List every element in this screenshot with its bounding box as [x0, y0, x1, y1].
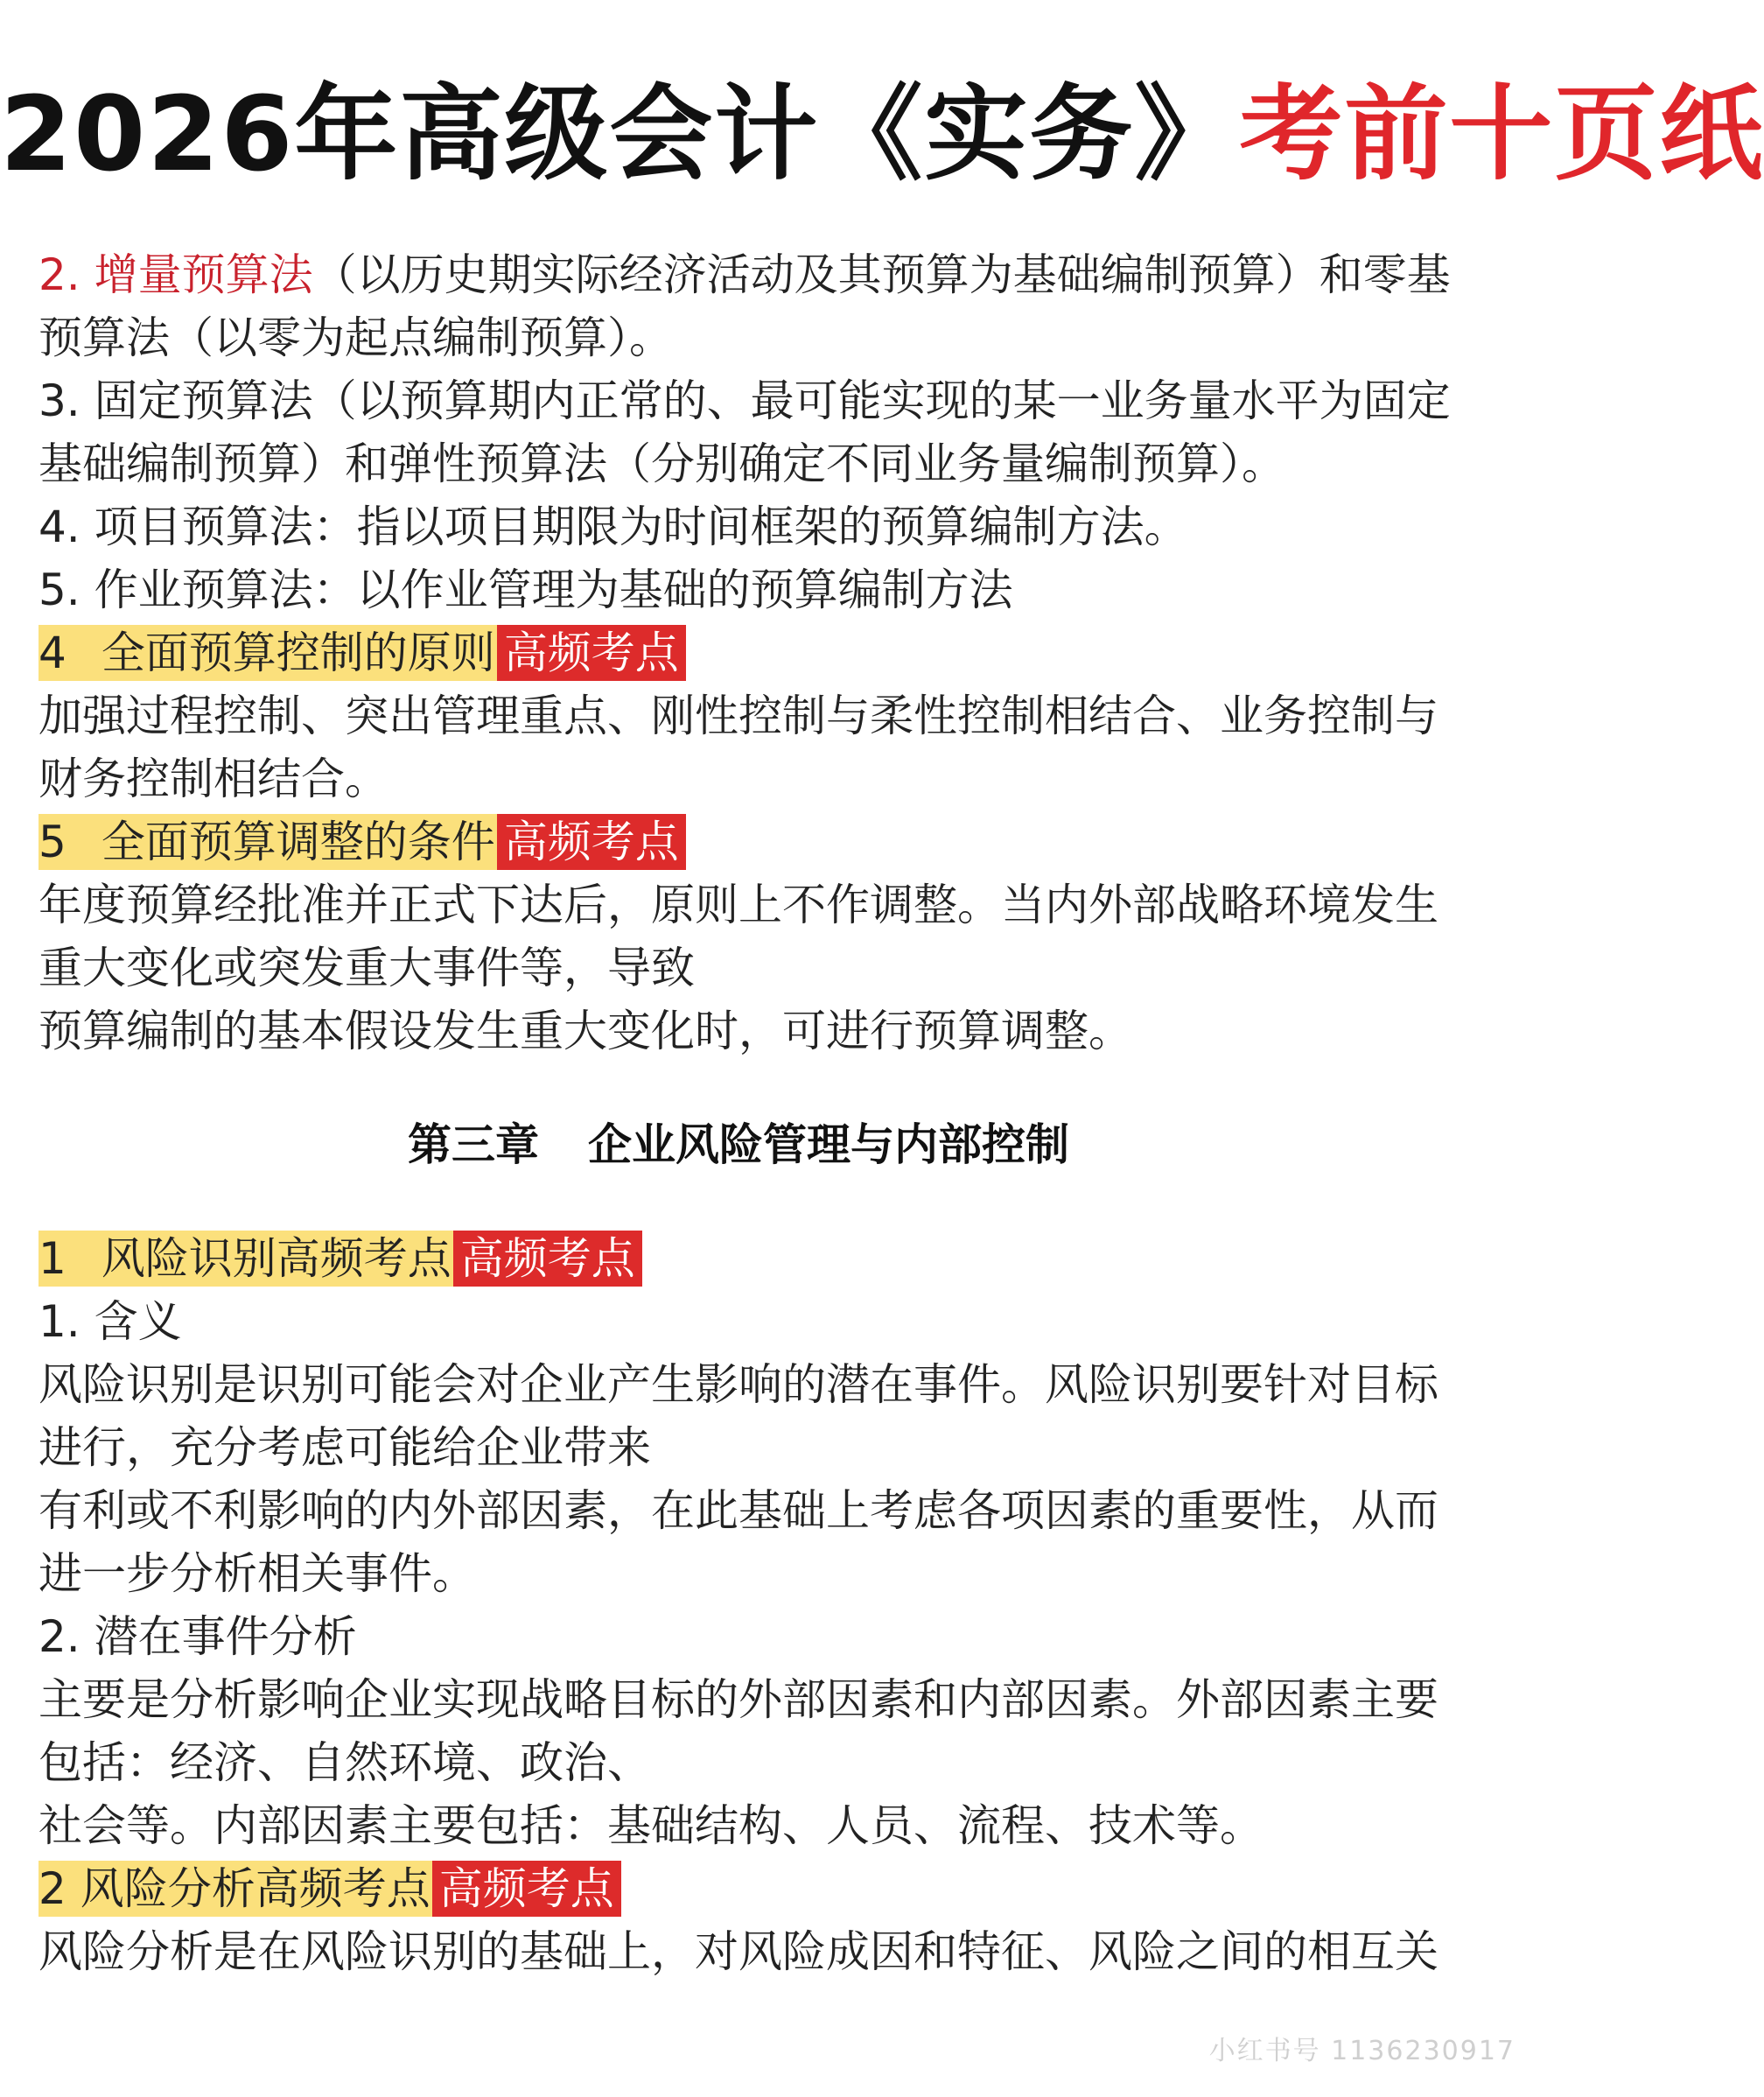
- text-line: 主要是分析影响企业实现战略目标的外部因素和内部因素。外部因素主要: [38, 1674, 1438, 1725]
- heading-highlight: [38, 625, 497, 681]
- high-frequency-tag: 高频考点: [497, 814, 686, 870]
- text-line: 重大变化或突发重大事件等，导致: [38, 943, 695, 993]
- chapter-heading: [38, 1113, 1544, 1176]
- section-heading: [38, 810, 1544, 873]
- heading-highlight: [38, 814, 497, 870]
- text-line: 加强过程控制、突出管理重点、刚性控制与柔性控制相结合、业务控制与: [38, 691, 1438, 741]
- heading-text: 风险识别高频考点: [101, 1233, 452, 1284]
- watermark: 小红书号 1136230917: [1208, 2036, 1516, 2066]
- text-line: 4. 项目预算法：指以项目期限为时间框架的预算编制方法。: [38, 501, 1188, 552]
- text-line: 2. 潜在事件分析: [38, 1611, 357, 1662]
- text-line: 1. 含义: [38, 1296, 182, 1347]
- text-line: 风险分析是在风险识别的基础上，对风险成因和特征、风险之间的相互关: [38, 1926, 1438, 1977]
- content: [38, 243, 1544, 1983]
- chapter-name: 企业风险管理与内部控制: [588, 1119, 1069, 1170]
- text-line: 财务控制相结合。: [38, 754, 388, 804]
- section-heading: [38, 1227, 1544, 1290]
- text-line: 预算编制的基本假设发生重大变化时，可进行预算调整。: [38, 1006, 1132, 1056]
- heading-text: 全面预算调整的条件: [101, 817, 495, 867]
- red-lead: 2. 增量预算法: [38, 249, 313, 300]
- text-line: 5. 作业预算法：以作业管理为基础的预算编制方法: [38, 565, 1013, 615]
- heading-number: 1: [38, 1233, 66, 1284]
- heading-number: 5: [38, 817, 66, 867]
- page-title: [0, 68, 1764, 200]
- heading-number: 4: [38, 628, 66, 678]
- text-line: 包括：经济、自然环境、政治、: [38, 1737, 651, 1788]
- heading-text: 全面预算控制的原则: [101, 628, 495, 678]
- text-line: 年度预算经批准并正式下达后，原则上不作调整。当内外部战略环境发生: [38, 880, 1438, 930]
- text-line: 进一步分析相关事件。: [38, 1548, 476, 1599]
- title-black: 2026年高级会计《实务》: [0, 74, 1240, 194]
- text-line: [38, 243, 1544, 306]
- text-line: 风险识别是识别可能会对企业产生影响的潜在事件。风险识别要针对目标: [38, 1359, 1438, 1410]
- chapter-number: 第三章: [408, 1119, 539, 1170]
- section-heading: [38, 621, 1544, 684]
- heading-highlight: [38, 1231, 453, 1287]
- high-frequency-tag: 高频考点: [432, 1861, 621, 1917]
- title-red: 考前十页纸: [1239, 74, 1764, 194]
- high-frequency-tag: 高频考点: [497, 625, 686, 681]
- section-heading: [38, 1857, 1544, 1920]
- high-frequency-tag: 高频考点: [453, 1231, 642, 1287]
- text-line: 有利或不利影响的内外部因素，在此基础上考虑各项因素的重要性，从而: [38, 1485, 1438, 1536]
- text-line: 社会等。内部因素主要包括：基础结构、人员、流程、技术等。: [38, 1800, 1264, 1851]
- line-rest: （以历史期实际经济活动及其预算为基础编制预算）和零基: [312, 249, 1451, 300]
- text-line: 预算法（以零为起点编制预算）。: [38, 312, 673, 363]
- heading-highlight: 2 风险分析高频考点: [38, 1861, 432, 1917]
- text-line: 3. 固定预算法（以预算期内正常的、最可能实现的某一业务量水平为固定: [38, 375, 1451, 426]
- text-line: 基础编制预算）和弹性预算法（分别确定不同业务量编制预算）。: [38, 438, 1285, 489]
- text-line: 进行，充分考虑可能给企业带来: [38, 1422, 651, 1473]
